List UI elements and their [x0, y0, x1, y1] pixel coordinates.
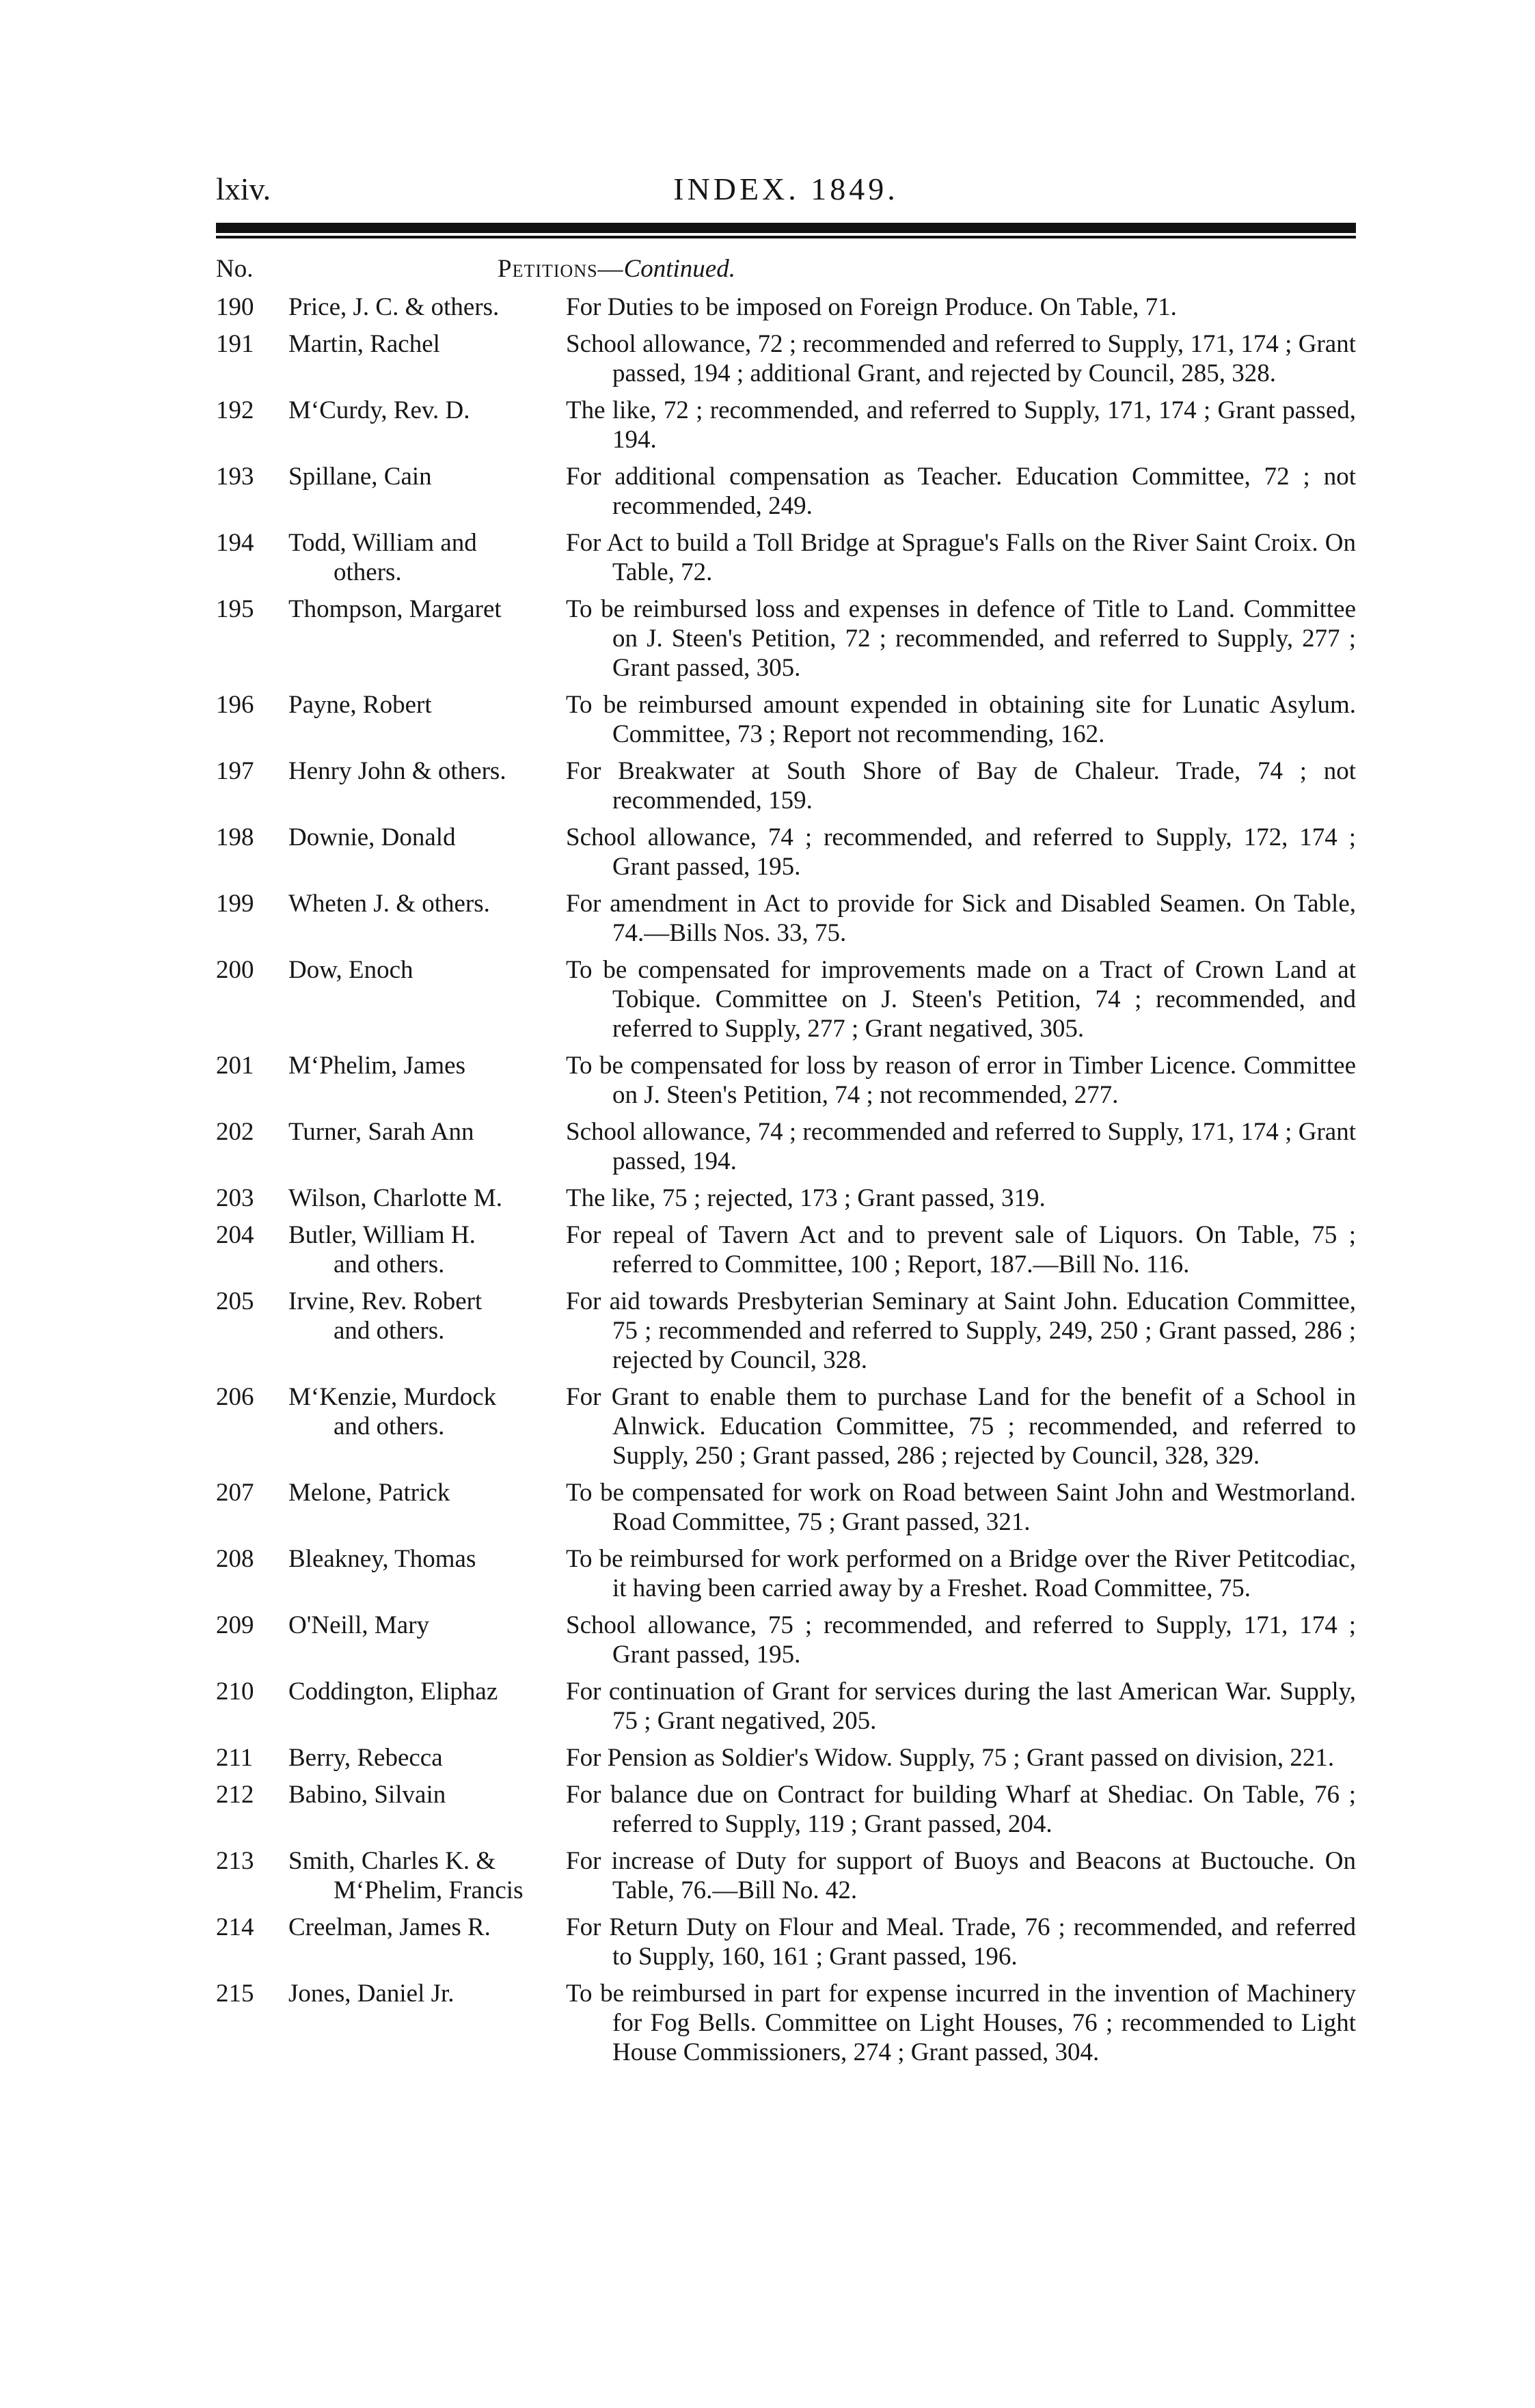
index-entry	[216, 1184, 1356, 1213]
index-entry	[216, 1220, 1356, 1279]
petitioner-name-line: Payne, Robert	[288, 691, 432, 719]
page-title: INDEX. 1849.	[673, 172, 899, 206]
petitioner-name	[284, 1677, 566, 1736]
index-entry	[216, 292, 1356, 322]
petitioner-name	[284, 823, 566, 881]
petitioner-name	[284, 1780, 566, 1839]
petitioner-name-line: Butler, William H.	[288, 1221, 476, 1249]
petitioner-name	[284, 1382, 566, 1470]
index-entry	[216, 756, 1356, 815]
petition-description: For balance due on Contract for building Wharf at Shediac. On Table, 76 ; referred to Supply, 119 ; Grant passed, 204.	[566, 1781, 1356, 1838]
petition-description: School allowance, 75 ; recommended, and referred to Supply, 171, 174 ; Grant passed, 195.	[566, 1611, 1356, 1669]
entry-number: 194	[216, 529, 254, 557]
index-entry	[216, 1780, 1356, 1839]
petition-description: To be compensated for loss by reason of error in Timber Licence. Committee on J. Steen's Petition, 74 ; not recommended, 277.	[566, 1052, 1356, 1109]
entry-number: 207	[216, 1479, 254, 1507]
petitioner-name	[284, 594, 566, 683]
index-entry	[216, 1544, 1356, 1603]
petition-description: School allowance, 72 ; recommended and referred to Supply, 171, 174 ; Grant passed, 194 ; additional Grant, and rejected by Council, 285, 328.	[566, 330, 1356, 387]
petitioner-name	[284, 955, 566, 1043]
petitioner-name-line: Martin, Rachel	[288, 330, 440, 358]
entry-number: 212	[216, 1781, 254, 1809]
entry-number: 202	[216, 1118, 254, 1146]
petitioner-name	[284, 1611, 566, 1669]
entry-number: 196	[216, 691, 254, 719]
header-rule-thick	[216, 223, 1356, 233]
petition-description: For continuation of Grant for services during the last American War. Supply, 75 ; Grant negatived, 205.	[566, 1678, 1356, 1735]
petitioner-name-line: others.	[334, 558, 402, 586]
petitioner-name-line: Turner, Sarah Ann	[288, 1118, 474, 1146]
section-heading	[498, 254, 735, 284]
petitioner-name-line: Wheten J. & others.	[288, 890, 490, 918]
petition-description: For Act to build a Toll Bridge at Sprague's Falls on the River Saint Croix. On Table, 72.	[566, 529, 1356, 586]
column-header	[216, 254, 1356, 287]
index-entry	[216, 1677, 1356, 1736]
entry-number: 209	[216, 1611, 254, 1639]
petition-description: To be reimbursed loss and expenses in defence of Title to Land. Committee on J. Steen's Petition, 72 ; recommended, and referred to Supply, 277 ; Grant passed, 305.	[566, 595, 1356, 682]
index-entry	[216, 329, 1356, 388]
petitioner-name-line: M‘Kenzie, Murdock	[288, 1383, 497, 1411]
petition-list	[216, 292, 1356, 2075]
index-entry	[216, 1846, 1356, 1905]
index-entry	[216, 690, 1356, 749]
petition-description: For additional compensation as Teacher. Education Committee, 72 ; not recommended, 249.	[566, 463, 1356, 520]
index-entry	[216, 889, 1356, 948]
petitioner-name-line: Smith, Charles K. &	[288, 1847, 496, 1875]
page-number: lxiv.	[216, 172, 271, 206]
index-entry	[216, 1382, 1356, 1470]
entry-number: 192	[216, 396, 254, 424]
petition-description: For Breakwater at South Shore of Bay de Chaleur. Trade, 74 ; not recommended, 159.	[566, 757, 1356, 815]
petition-description: For Grant to enable them to purchase Land for the benefit of a School in Alnwick. Education Committee, 75 ; recommended, and referred to Supply, 250 ; Grant passed, 286 ; rejected by Council, 328, 329.	[566, 1383, 1356, 1470]
petitioner-name-line: Irvine, Rev. Robert	[288, 1287, 483, 1315]
petitioner-name-line: Coddington, Eliphaz	[288, 1678, 498, 1706]
section-continued: Continued.	[623, 255, 735, 283]
petitioner-name-line: Creelman, James R.	[288, 1913, 491, 1941]
petitioner-name	[284, 292, 566, 322]
index-entry	[216, 462, 1356, 521]
index-entry	[216, 1051, 1356, 1110]
petitioner-name	[284, 1478, 566, 1537]
petitioner-name	[284, 1184, 566, 1213]
petitioner-name-line: M‘Phelim, James	[288, 1052, 465, 1080]
petitioner-name-line: Henry John & others.	[288, 757, 506, 785]
petition-description: To be reimbursed in part for expense incurred in the invention of Machinery for Fog Bells. Committee on Light Houses, 76 ; recommended to Light House Commissioners, 274 ; Grant passed, 304.	[566, 1980, 1356, 2066]
petition-description: For aid towards Presbyterian Seminary at Saint John. Education Committee, 75 ; recommended and referred to Supply, 249, 250 ; Grant passed, 286 ; rejected by Council, 328.	[566, 1287, 1356, 1374]
entry-number: 198	[216, 823, 254, 851]
petitioner-name-line: Bleakney, Thomas	[288, 1545, 476, 1573]
entry-number: 213	[216, 1847, 254, 1875]
entry-number: 210	[216, 1678, 254, 1706]
petitioner-name-line: Price, J. C. & others.	[288, 293, 500, 321]
petition-description: For Duties to be imposed on Foreign Produce. On Table, 71.	[566, 293, 1177, 321]
index-entry	[216, 1478, 1356, 1537]
petitioner-name	[284, 462, 566, 521]
petitioner-name	[284, 1913, 566, 1971]
header-rule-thin	[216, 236, 1356, 238]
entry-number: 191	[216, 330, 254, 358]
petitioner-name-line: Thompson, Margaret	[288, 595, 502, 623]
petitioner-name-line: Jones, Daniel Jr.	[288, 1980, 454, 2008]
petitioner-name	[284, 1743, 566, 1773]
index-entry	[216, 528, 1356, 587]
petitioner-name	[284, 528, 566, 587]
petition-description: To be compensated for work on Road between Saint John and Westmorland. Road Committee, 75 ; Grant passed, 321.	[566, 1479, 1356, 1536]
entry-number: 193	[216, 463, 254, 491]
petition-description: For increase of Duty for support of Buoys and Beacons at Buctouche. On Table, 76.—Bill No. 42.	[566, 1847, 1356, 1904]
index-entry	[216, 1913, 1356, 1971]
index-entry	[216, 1611, 1356, 1669]
index-entry	[216, 1979, 1356, 2067]
petitioner-name-line: Wilson, Charlotte M.	[288, 1184, 502, 1212]
petitioner-name-line: Babino, Silvain	[288, 1781, 446, 1809]
entry-number: 208	[216, 1545, 254, 1573]
petition-description: School allowance, 74 ; recommended, and referred to Supply, 172, 174 ; Grant passed, 195.	[566, 823, 1356, 881]
petitioner-name	[284, 329, 566, 388]
petitioner-name-line: Dow, Enoch	[288, 956, 413, 984]
petitioner-name	[284, 1117, 566, 1176]
index-entry	[216, 1117, 1356, 1176]
petitioner-name	[284, 1220, 566, 1279]
entry-number: 200	[216, 956, 254, 984]
entry-number: 206	[216, 1383, 254, 1411]
petition-description: The like, 72 ; recommended, and referred to Supply, 171, 174 ; Grant passed, 194.	[566, 396, 1356, 454]
petition-description: To be reimbursed for work performed on a Bridge over the River Petitcodiac, it having been carried away by a Freshet. Road Committee, 75.	[566, 1545, 1356, 1602]
petitioner-name	[284, 396, 566, 454]
entry-number: 203	[216, 1184, 254, 1212]
petitioner-name-line: Spillane, Cain	[288, 463, 432, 491]
petitioner-name	[284, 1287, 566, 1375]
petition-description: School allowance, 74 ; recommended and referred to Supply, 171, 174 ; Grant passed, 194.	[566, 1118, 1356, 1175]
petitioner-name	[284, 690, 566, 749]
entry-number: 215	[216, 1980, 254, 2008]
petitioner-name-line: Todd, William and	[288, 529, 477, 557]
petition-description: For repeal of Tavern Act and to prevent sale of Liquors. On Table, 75 ; referred to Committee, 100 ; Report, 187.—Bill No. 116.	[566, 1221, 1356, 1278]
entry-number: 195	[216, 595, 254, 623]
petitioner-name	[284, 1544, 566, 1603]
entry-number: 214	[216, 1913, 254, 1941]
entry-number: 199	[216, 890, 254, 918]
petition-description: To be reimbursed amount expended in obtaining site for Lunatic Asylum. Committee, 73 ; Report not recommending, 162.	[566, 691, 1356, 748]
index-entry	[216, 823, 1356, 881]
petitioner-name	[284, 1051, 566, 1110]
index-entry	[216, 396, 1356, 454]
running-header	[216, 171, 1356, 212]
petition-description: To be compensated for improvements made on a Tract of Crown Land at Tobique. Committee on J. Steen's Petition, 74 ; recommended, and referred to Supply, 277 ; Grant negatived, 305.	[566, 956, 1356, 1043]
petitioner-name-line: and others.	[334, 1412, 445, 1440]
entry-number: 197	[216, 757, 254, 785]
petitioner-name-line: Berry, Rebecca	[288, 1744, 443, 1772]
petitioner-name	[284, 1979, 566, 2067]
petition-description: For Return Duty on Flour and Meal. Trade, 76 ; recommended, and referred to Supply, 160, 161 ; Grant passed, 196.	[566, 1913, 1356, 1971]
petitioner-name	[284, 1846, 566, 1905]
petition-description: The like, 75 ; rejected, 173 ; Grant passed, 319.	[566, 1184, 1046, 1212]
petitioner-name-line: and others.	[334, 1317, 445, 1345]
no-column-label: No.	[216, 255, 254, 283]
index-entry	[216, 1743, 1356, 1773]
entry-number: 190	[216, 293, 254, 321]
petition-description: For Pension as Soldier's Widow. Supply, 75 ; Grant passed on division, 221.	[566, 1744, 1335, 1772]
petitioner-name	[284, 889, 566, 948]
entry-number: 201	[216, 1052, 254, 1080]
petition-description: For amendment in Act to provide for Sick and Disabled Seamen. On Table, 74.—Bills Nos. 33, 75.	[566, 890, 1356, 947]
petitioner-name-line: Melone, Patrick	[288, 1479, 450, 1507]
petitioner-name-line: M‘Curdy, Rev. D.	[288, 396, 470, 424]
entry-number: 211	[216, 1744, 254, 1772]
section-title: Petitions—	[498, 255, 624, 283]
petitioner-name-line: and others.	[334, 1250, 445, 1278]
petitioner-name-line: Downie, Donald	[288, 823, 456, 851]
petitioner-name-line: O'Neill, Mary	[288, 1611, 430, 1639]
index-entry	[216, 594, 1356, 683]
entry-number: 204	[216, 1221, 254, 1249]
index-entry	[216, 1287, 1356, 1375]
petitioner-name	[284, 756, 566, 815]
entry-number: 205	[216, 1287, 254, 1315]
petitioner-name-line: M‘Phelim, Francis	[334, 1876, 524, 1904]
index-entry	[216, 955, 1356, 1043]
